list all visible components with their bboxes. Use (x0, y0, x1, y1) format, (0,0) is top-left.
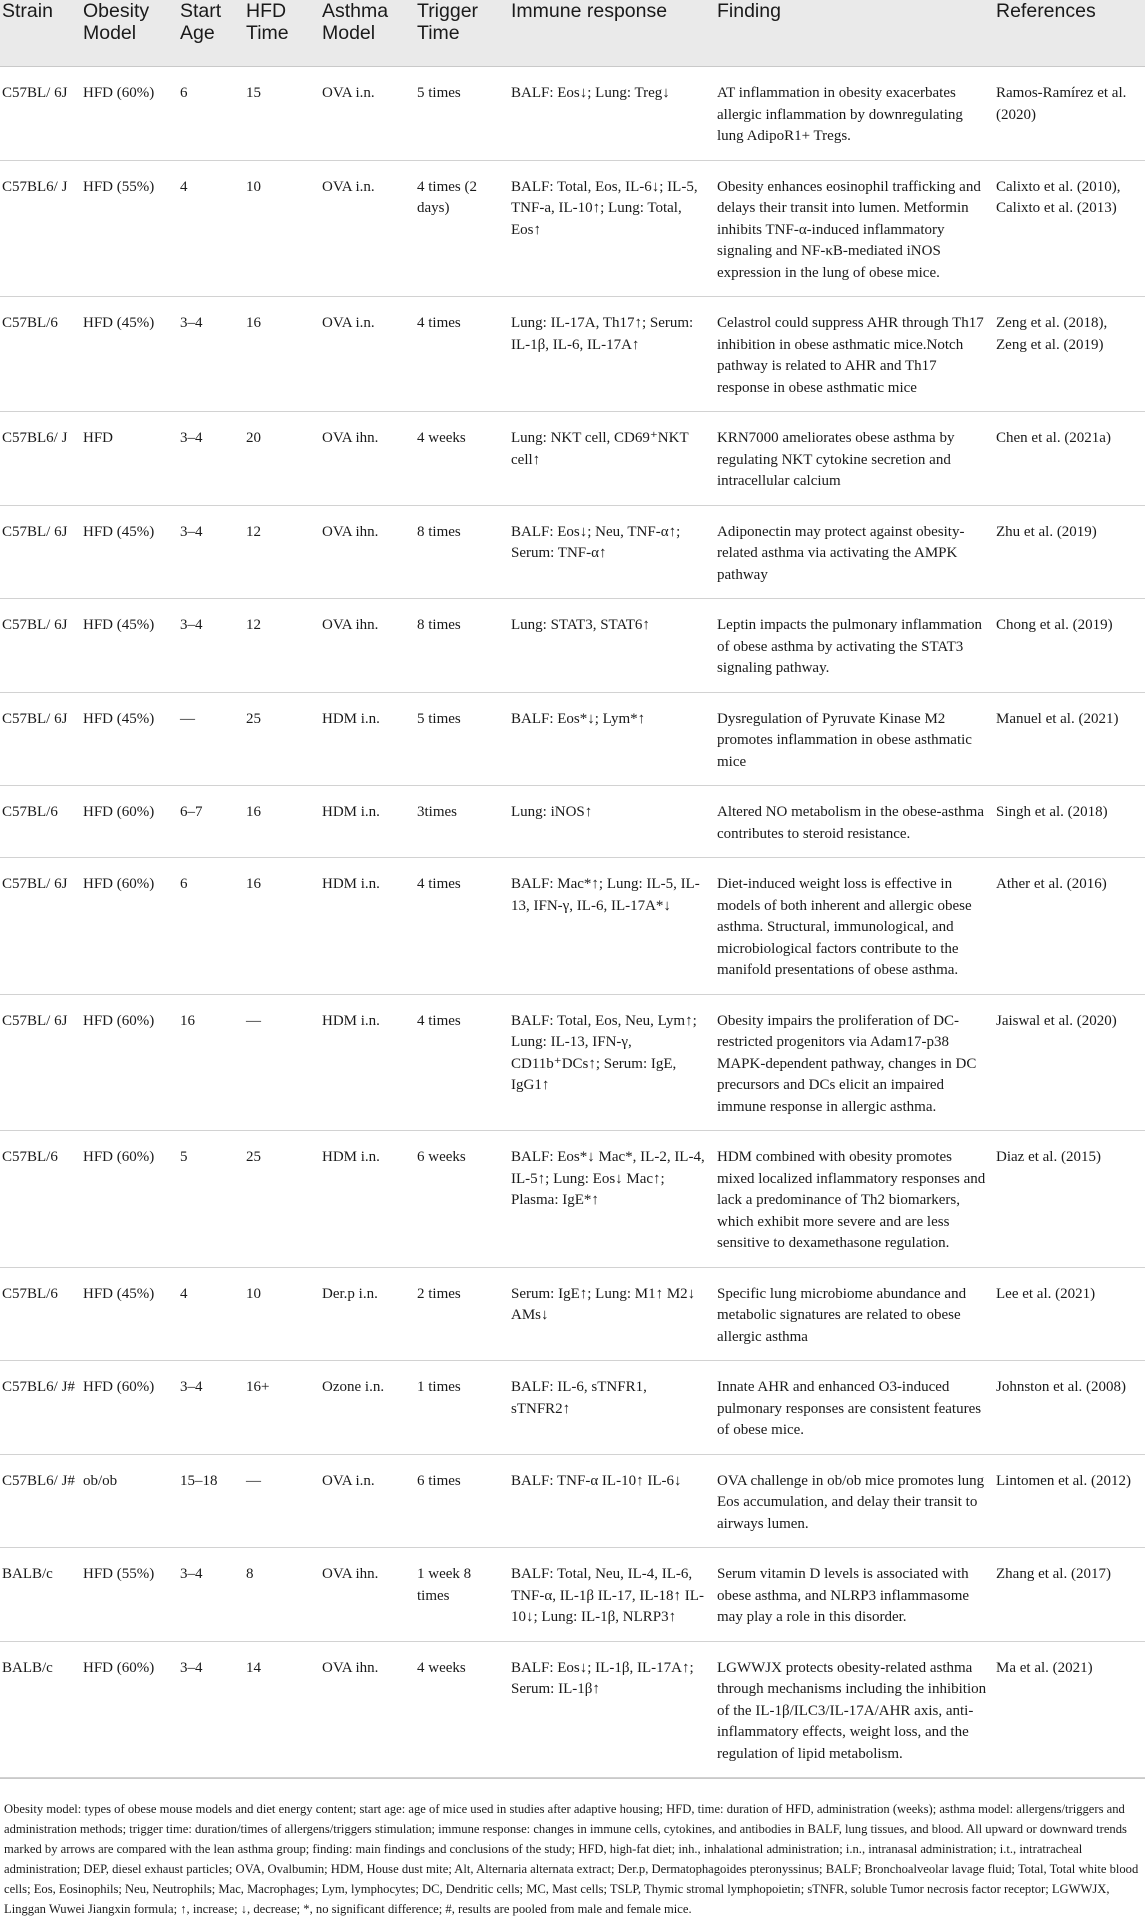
cell-start-age: 4 (176, 1267, 242, 1361)
cell-obesity-model: HFD (45%) (79, 692, 176, 786)
cell-strain: C57BL/ 6J (0, 692, 79, 786)
cell-trigger-time: 1 week 8 times (413, 1548, 507, 1642)
cell-obesity-model: HFD (60%) (79, 1361, 176, 1455)
cell-trigger-time: 5 times (413, 692, 507, 786)
table-footnote: Obesity model: types of obese mouse models and diet energy content; start age: age of mice used in studies after adaptive housing; HFD, time: duration of HFD, administration (weeks); asthma model: allergens/triggers and administration methods; trigger time: duration/times of allergens/triggers stimulation; immune response: changes in immune cells, cytokines, and antibodies in BALF, lung tissues, and blood. All upward or downward trends marked by arrows are compared with the lean asthma group; finding: main findings and conclusions of the study; HFD, high-fat diet; inh., inhalational administration; i.n., intranasal administration; i.t., intratracheal administration; DEP, diesel exhaust particles; OVA, Ovalbumin; HDM, House dust mite; Alt, Alternaria alternata extract; Der.p, Dermatophagoides pteronyssinus; BALF; Bronchoalveolar lavage fluid; Total, Total white blood cells; Eos, Eosinophils; Neu, Neutrophils; Mac, Macrophages; Lym, lymphocytes; DC, Dendritic cells; MC, Mast cells; TSLP, Thymic stromal lymphopoietin; sTNFR, soluble Tumor necrosis factor receptor; LGWWJX, Linggan Wuwei Jiangxin formula; ↑, increase; ↓, decrease; *, no significant difference; #, results are pooled from male and female mice. (0, 1778, 1145, 1919)
cell-strain: BALB/c (0, 1641, 79, 1778)
cell-asthma-model: OVA i.n. (318, 67, 413, 161)
cell-start-age: 3–4 (176, 412, 242, 506)
cell-start-age: 6 (176, 67, 242, 161)
cell-obesity-model: HFD (55%) (79, 160, 176, 297)
table-row (0, 1641, 1145, 1778)
cell-references: Manuel et al. (2021) (992, 692, 1145, 786)
header-hfd-time: HFD Time (242, 0, 318, 67)
cell-asthma-model: Der.p i.n. (318, 1267, 413, 1361)
cell-hfd-time: 14 (242, 1641, 318, 1778)
header-asthma-model: Asthma Model (318, 0, 413, 67)
header-finding: Finding (713, 0, 992, 67)
table-row (0, 994, 1145, 1131)
header-immune-response: Immune response (507, 0, 713, 67)
cell-finding: Innate AHR and enhanced O3-induced pulmonary responses are consistent features of obese mice. (713, 1361, 992, 1455)
cell-start-age: 16 (176, 994, 242, 1131)
cell-references: Zhu et al. (2019) (992, 505, 1145, 599)
cell-trigger-time: 8 times (413, 599, 507, 693)
table-row (0, 692, 1145, 786)
cell-start-age: 5 (176, 1131, 242, 1268)
cell-finding: HDM combined with obesity promotes mixed localized inflammatory responses and lack a predominance of Th2 biomarkers, which exhibit more severe and are less sensitive to dexamethasone regulation. (713, 1131, 992, 1268)
table-row (0, 786, 1145, 858)
cell-trigger-time: 2 times (413, 1267, 507, 1361)
cell-trigger-time: 4 times (413, 994, 507, 1131)
cell-obesity-model: HFD (45%) (79, 599, 176, 693)
cell-references: Zeng et al. (2018), Zeng et al. (2019) (992, 297, 1145, 412)
cell-trigger-time: 4 times (413, 858, 507, 995)
cell-references: Lee et al. (2021) (992, 1267, 1145, 1361)
cell-hfd-time: 16+ (242, 1361, 318, 1455)
cell-finding: AT inflammation in obesity exacerbates allergic inflammation by downregulating lung AdipoR1+ Tregs. (713, 67, 992, 161)
cell-immune-response: Lung: NKT cell, CD69⁺NKT cell↑ (507, 412, 713, 506)
cell-trigger-time: 4 weeks (413, 412, 507, 506)
cell-references: Chong et al. (2019) (992, 599, 1145, 693)
cell-finding: Specific lung microbiome abundance and metabolic signatures are related to obese allergic asthma (713, 1267, 992, 1361)
cell-hfd-time: — (242, 1454, 318, 1548)
cell-start-age: 3–4 (176, 1641, 242, 1778)
cell-hfd-time: 20 (242, 412, 318, 506)
cell-asthma-model: OVA i.n. (318, 1454, 413, 1548)
cell-start-age: 3–4 (176, 1361, 242, 1455)
cell-hfd-time: 10 (242, 160, 318, 297)
cell-hfd-time: 12 (242, 599, 318, 693)
cell-hfd-time: 15 (242, 67, 318, 161)
cell-trigger-time: 8 times (413, 505, 507, 599)
cell-start-age: 3–4 (176, 1548, 242, 1642)
table-row (0, 412, 1145, 506)
cell-references: Ramos-Ramírez et al. (2020) (992, 67, 1145, 161)
cell-obesity-model: HFD (60%) (79, 1131, 176, 1268)
cell-trigger-time: 4 times (2 days) (413, 160, 507, 297)
cell-obesity-model: HFD (45%) (79, 1267, 176, 1361)
cell-references: Jaiswal et al. (2020) (992, 994, 1145, 1131)
cell-trigger-time: 1 times (413, 1361, 507, 1455)
cell-finding: LGWWJX protects obesity-related asthma through mechanisms including the inhibition of the IL-1β/ILC3/IL-17A/AHR axis, anti-inflammatory effects, weight loss, and the regulation of lipid metabolism. (713, 1641, 992, 1778)
cell-asthma-model: OVA ihn. (318, 1641, 413, 1778)
header-trigger-time: Trigger Time (413, 0, 507, 67)
cell-references: Ather et al. (2016) (992, 858, 1145, 995)
cell-trigger-time: 4 times (413, 297, 507, 412)
cell-immune-response: Lung: iNOS↑ (507, 786, 713, 858)
cell-finding: OVA challenge in ob/ob mice promotes lung Eos accumulation, and delay their transit to airways lumen. (713, 1454, 992, 1548)
cell-hfd-time: 10 (242, 1267, 318, 1361)
cell-asthma-model: OVA ihn. (318, 1548, 413, 1642)
table-row (0, 1267, 1145, 1361)
cell-start-age: 3–4 (176, 505, 242, 599)
table-body (0, 67, 1145, 1778)
cell-obesity-model: HFD (60%) (79, 858, 176, 995)
cell-strain: C57BL6/ J# (0, 1454, 79, 1548)
cell-strain: C57BL/ 6J (0, 505, 79, 599)
cell-immune-response: Lung: STAT3, STAT6↑ (507, 599, 713, 693)
cell-finding: KRN7000 ameliorates obese asthma by regulating NKT cytokine secretion and intracellular calcium (713, 412, 992, 506)
cell-strain: C57BL6/ J (0, 160, 79, 297)
cell-references: Diaz et al. (2015) (992, 1131, 1145, 1268)
cell-finding: Dysregulation of Pyruvate Kinase M2 promotes inflammation in obese asthmatic mice (713, 692, 992, 786)
table-row (0, 67, 1145, 161)
cell-obesity-model: HFD (60%) (79, 994, 176, 1131)
table-row (0, 858, 1145, 995)
cell-immune-response: Serum: IgE↑; Lung: M1↑ M2↓ AMs↓ (507, 1267, 713, 1361)
table-row (0, 1548, 1145, 1642)
cell-trigger-time: 3times (413, 786, 507, 858)
cell-immune-response: BALF: TNF-α IL-10↑ IL-6↓ (507, 1454, 713, 1548)
table-row (0, 599, 1145, 693)
cell-obesity-model: HFD (60%) (79, 1641, 176, 1778)
cell-start-age: — (176, 692, 242, 786)
cell-immune-response: BALF: Eos*↓ Mac*, IL-2, IL-4, IL-5↑; Lung: Eos↓ Mac↑; Plasma: IgE*↑ (507, 1131, 713, 1268)
table-row (0, 1361, 1145, 1455)
cell-strain: C57BL/6 (0, 297, 79, 412)
cell-asthma-model: HDM i.n. (318, 858, 413, 995)
cell-finding: Leptin impacts the pulmonary inflammation of obese asthma by activating the STAT3 signaling pathway. (713, 599, 992, 693)
cell-hfd-time: 12 (242, 505, 318, 599)
cell-asthma-model: HDM i.n. (318, 786, 413, 858)
cell-strain: C57BL/6 (0, 1267, 79, 1361)
cell-immune-response: BALF: IL-6, sTNFR1, sTNFR2↑ (507, 1361, 713, 1455)
cell-immune-response: BALF: Total, Neu, IL-4, IL-6, TNF-α, IL-1β IL-17, IL-18↑ IL-10↓; Lung: IL-1β, NLRP3↑ (507, 1548, 713, 1642)
cell-asthma-model: OVA ihn. (318, 599, 413, 693)
cell-trigger-time: 4 weeks (413, 1641, 507, 1778)
cell-immune-response: BALF: Eos*↓; Lym*↑ (507, 692, 713, 786)
cell-obesity-model: HFD (55%) (79, 1548, 176, 1642)
cell-strain: C57BL/ 6J (0, 67, 79, 161)
table-row (0, 1454, 1145, 1548)
header-strain: Strain (0, 0, 79, 67)
cell-finding: Altered NO metabolism in the obese-asthma contributes to steroid resistance. (713, 786, 992, 858)
cell-immune-response: Lung: IL-17A, Th17↑; Serum: IL-1β, IL-6, IL-17A↑ (507, 297, 713, 412)
cell-immune-response: BALF: Eos↓; IL-1β, IL-17A↑; Serum: IL-1β↑ (507, 1641, 713, 1778)
header-start-age: Start Age (176, 0, 242, 67)
cell-start-age: 6–7 (176, 786, 242, 858)
cell-start-age: 3–4 (176, 297, 242, 412)
cell-asthma-model: OVA ihn. (318, 505, 413, 599)
cell-references: Singh et al. (2018) (992, 786, 1145, 858)
cell-references: Ma et al. (2021) (992, 1641, 1145, 1778)
cell-strain: C57BL/ 6J (0, 994, 79, 1131)
cell-obesity-model: HFD (60%) (79, 67, 176, 161)
cell-finding: Obesity enhances eosinophil trafficking and delays their transit into lumen. Metformin inhibits TNF-α-induced inflammatory signaling and NF-κB-mediated iNOS expression in the lung of obese mice. (713, 160, 992, 297)
cell-start-age: 3–4 (176, 599, 242, 693)
table-row (0, 505, 1145, 599)
cell-asthma-model: OVA ihn. (318, 412, 413, 506)
cell-obesity-model: HFD (60%) (79, 786, 176, 858)
table-row (0, 1131, 1145, 1268)
header-references: References (992, 0, 1145, 67)
table-row (0, 297, 1145, 412)
cell-asthma-model: OVA i.n. (318, 297, 413, 412)
cell-hfd-time: 25 (242, 1131, 318, 1268)
cell-obesity-model: HFD (45%) (79, 297, 176, 412)
cell-asthma-model: HDM i.n. (318, 692, 413, 786)
cell-hfd-time: 16 (242, 297, 318, 412)
header-obesity-model: Obesity Model (79, 0, 176, 67)
cell-references: Johnston et al. (2008) (992, 1361, 1145, 1455)
cell-start-age: 15–18 (176, 1454, 242, 1548)
cell-immune-response: BALF: Mac*↑; Lung: IL-5, IL-13, IFN-γ, IL-6, IL-17A*↓ (507, 858, 713, 995)
cell-strain: C57BL/ 6J (0, 599, 79, 693)
cell-hfd-time: 25 (242, 692, 318, 786)
cell-immune-response: BALF: Eos↓; Neu, TNF-α↑; Serum: TNF-α↑ (507, 505, 713, 599)
cell-hfd-time: — (242, 994, 318, 1131)
cell-start-age: 4 (176, 160, 242, 297)
cell-references: Zhang et al. (2017) (992, 1548, 1145, 1642)
cell-asthma-model: HDM i.n. (318, 1131, 413, 1268)
table-row (0, 160, 1145, 297)
cell-finding: Diet-induced weight loss is effective in models of both inherent and allergic obese asthma. Structural, immunological, and microbiological factors contribute to the manifold presentations of obese asthma. (713, 858, 992, 995)
cell-references: Calixto et al. (2010), Calixto et al. (2013) (992, 160, 1145, 297)
cell-strain: C57BL/ 6J (0, 858, 79, 995)
cell-strain: C57BL6/ J (0, 412, 79, 506)
cell-finding: Serum vitamin D levels is associated with obese asthma, and NLRP3 inflammasome may play a role in this disorder. (713, 1548, 992, 1642)
header-row (0, 0, 1145, 67)
cell-obesity-model: HFD (79, 412, 176, 506)
cell-references: Lintomen et al. (2012) (992, 1454, 1145, 1548)
cell-strain: BALB/c (0, 1548, 79, 1642)
cell-immune-response: BALF: Eos↓; Lung: Treg↓ (507, 67, 713, 161)
cell-obesity-model: HFD (45%) (79, 505, 176, 599)
cell-obesity-model: ob/ob (79, 1454, 176, 1548)
cell-asthma-model: HDM i.n. (318, 994, 413, 1131)
cell-asthma-model: OVA i.n. (318, 160, 413, 297)
cell-references: Chen et al. (2021a) (992, 412, 1145, 506)
cell-trigger-time: 5 times (413, 67, 507, 161)
cell-strain: C57BL6/ J# (0, 1361, 79, 1455)
cell-hfd-time: 16 (242, 858, 318, 995)
cell-trigger-time: 6 weeks (413, 1131, 507, 1268)
cell-strain: C57BL/6 (0, 1131, 79, 1268)
cell-hfd-time: 16 (242, 786, 318, 858)
cell-finding: Celastrol could suppress AHR through Th17 inhibition in obese asthmatic mice.Notch pathway is related to AHR and Th17 response in obese asthmatic mice (713, 297, 992, 412)
cell-finding: Obesity impairs the proliferation of DC-restricted progenitors via Adam17-p38 MAPK-dependent pathway, changes in DC precursors and DCs elicit an impaired immune response in allergic asthma. (713, 994, 992, 1131)
cell-start-age: 6 (176, 858, 242, 995)
cell-hfd-time: 8 (242, 1548, 318, 1642)
cell-asthma-model: Ozone i.n. (318, 1361, 413, 1455)
cell-strain: C57BL/6 (0, 786, 79, 858)
cell-trigger-time: 6 times (413, 1454, 507, 1548)
cell-immune-response: BALF: Total, Eos, IL-6↓; IL-5, TNF-a, IL-10↑; Lung: Total, Eos↑ (507, 160, 713, 297)
cell-immune-response: BALF: Total, Eos, Neu, Lym↑; Lung: IL-13, IFN-γ, CD11b⁺DCs↑; Serum: IgE, IgG1↑ (507, 994, 713, 1131)
cell-finding: Adiponectin may protect against obesity-related asthma via activating the AMPK pathway (713, 505, 992, 599)
